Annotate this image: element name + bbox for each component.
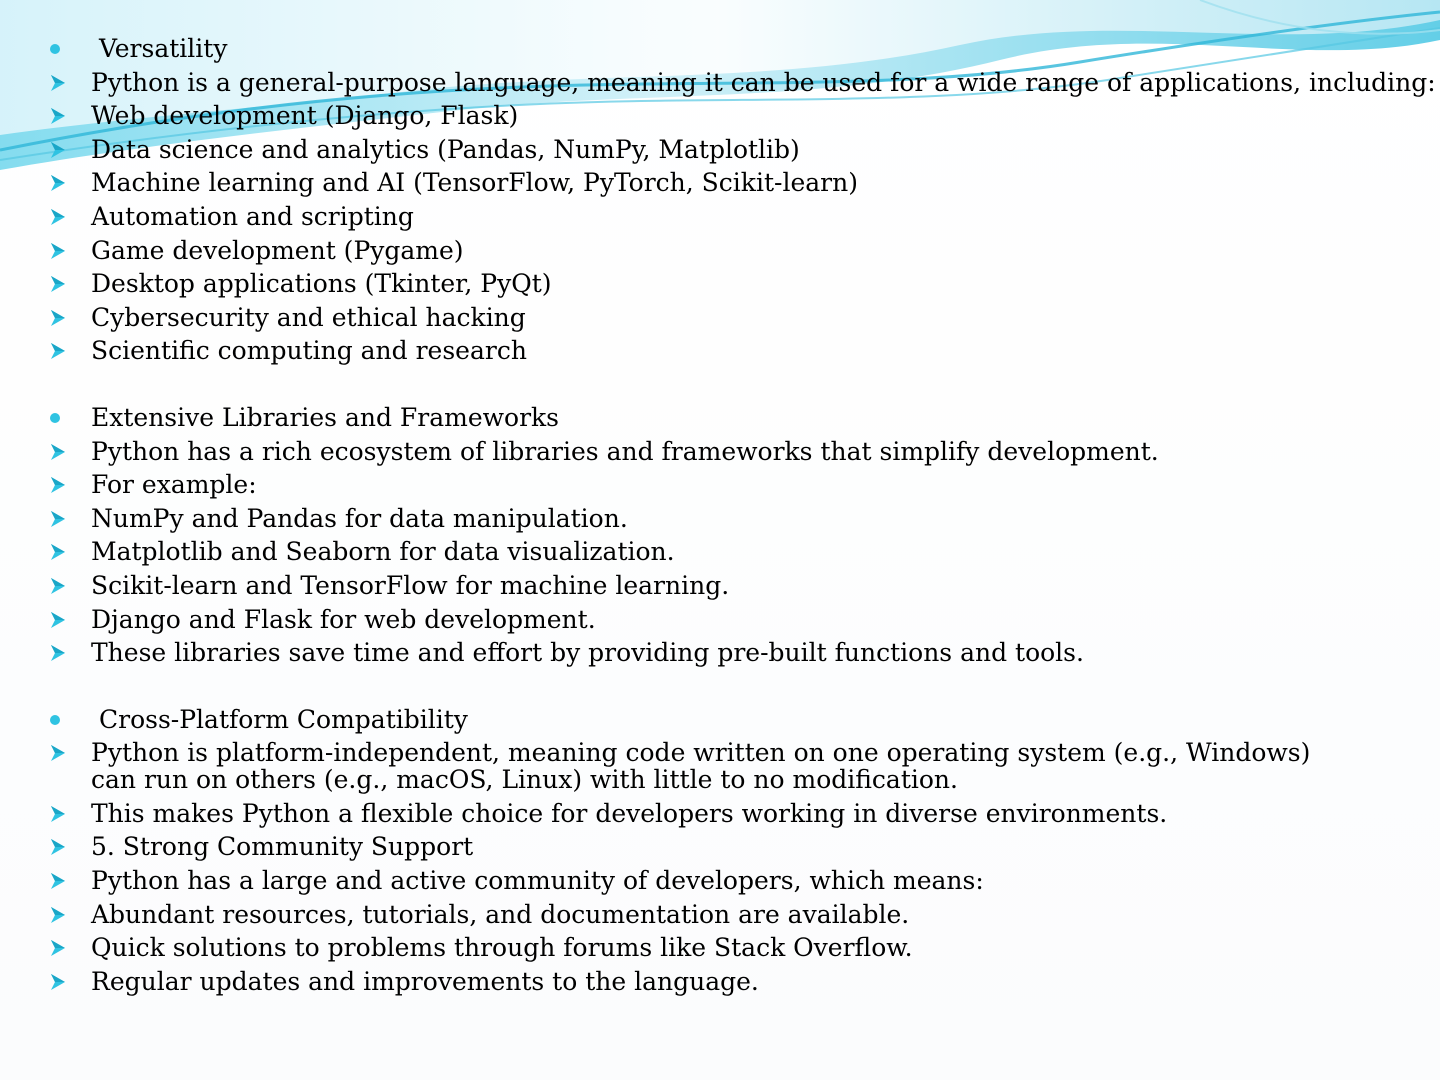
arrow-bullet-icon [48,833,70,860]
list-item [46,538,1406,565]
arrow-bullet-icon [48,237,70,264]
list-item [46,968,1406,995]
list-item-text: Web development (Django, Flask) [91,101,519,131]
list-item [46,505,1406,532]
list-item-text: Python is a general-purpose language, meaning it can be used for a wide range of applications, including: [91,67,1436,97]
list-item-text: Machine learning and AI (TensorFlow, PyTorch, Scikit-learn) [91,168,858,198]
list-item [46,606,1406,633]
arrow-bullet-icon [48,639,70,666]
arrow-bullet-icon [48,606,70,633]
list-item [46,136,1406,163]
list-item [46,639,1406,666]
round-bullet-icon [48,35,70,62]
list-item-text: This makes Python a flexible choice for developers working in diverse environments. [91,798,1168,828]
round-bullet-icon [48,706,70,733]
list-item-text: Automation and scripting [91,201,414,231]
list-item [46,270,1406,297]
list-item [46,833,1406,860]
list-item-text: Scikit-learn and TensorFlow for machine learning. [91,570,730,600]
list-item-text: Python has a rich ecosystem of libraries and frameworks that simplify development. [91,436,1159,466]
list-item-text: Django and Flask for web development. [91,604,596,634]
arrow-bullet-icon [48,505,70,532]
section-heading [46,706,1406,733]
arrow-bullet-icon [48,438,70,465]
list-item [46,739,1331,793]
list-item [46,867,1406,894]
arrow-bullet-icon [48,572,70,599]
list-item [46,169,1406,196]
section-heading-text: Extensive Libraries and Frameworks [91,402,559,432]
arrow-bullet-icon [48,968,70,995]
list-item-text: Python is platform-independent, meaning code written on one operating system (e.g., Windows) can run on others (e.g., macOS, Linux) with little to no modification. [91,738,1311,795]
list-item-text: Python has a large and active community of developers, which means: [91,866,984,896]
round-bullet-icon [48,404,70,431]
list-item-text: Scientific computing and research [91,336,527,366]
list-item [46,934,1406,961]
list-item [46,304,1406,331]
list-item [46,102,1406,129]
arrow-bullet-icon [48,136,70,163]
arrow-bullet-icon [48,270,70,297]
arrow-bullet-icon [48,304,70,331]
section-heading [46,404,1406,431]
list-item [46,438,1406,465]
slide-content [46,34,1436,1001]
arrow-bullet-icon [48,800,70,827]
list-item-text: Regular updates and improvements to the language. [91,966,759,996]
arrow-bullet-icon [48,739,70,766]
list-item-text: Abundant resources, tutorials, and documentation are available. [91,899,910,929]
arrow-bullet-icon [48,169,70,196]
list-item-text: Game development (Pygame) [91,235,464,265]
section-heading-text: Cross-Platform Compatibility [99,704,468,734]
arrow-bullet-icon [48,867,70,894]
section-heading-text: Versatility [99,34,228,63]
list-item [46,237,1406,264]
list-item [46,800,1406,827]
list-item [46,901,1406,928]
list-item-text: For example: [91,470,257,500]
arrow-bullet-icon [48,337,70,364]
list-item-text: Matplotlib and Seaborn for data visualization. [91,537,675,567]
list-item [46,572,1406,599]
list-item [46,337,1406,364]
arrow-bullet-icon [48,934,70,961]
arrow-bullet-icon [48,69,70,96]
arrow-bullet-icon [48,203,70,230]
list-item [46,471,1406,498]
list-item-text: Quick solutions to problems through forums like Stack Overflow. [91,933,913,963]
section-heading [46,35,1406,62]
list-item-text: These libraries save time and effort by providing pre-built functions and tools. [91,638,1084,668]
list-item-text: Data science and analytics (Pandas, NumPy, Matplotlib) [91,134,800,164]
arrow-bullet-icon [48,538,70,565]
list-item [46,67,1436,97]
arrow-bullet-icon [48,102,70,129]
arrow-bullet-icon [48,471,70,498]
list-item-text: NumPy and Pandas for data manipulation. [91,503,628,533]
arrow-bullet-icon [48,901,70,928]
list-item-text: 5. Strong Community Support [91,832,474,862]
list-item-text: Cybersecurity and ethical hacking [91,302,526,332]
list-item [46,203,1406,230]
list-item-text: Desktop applications (Tkinter, PyQt) [91,269,552,299]
